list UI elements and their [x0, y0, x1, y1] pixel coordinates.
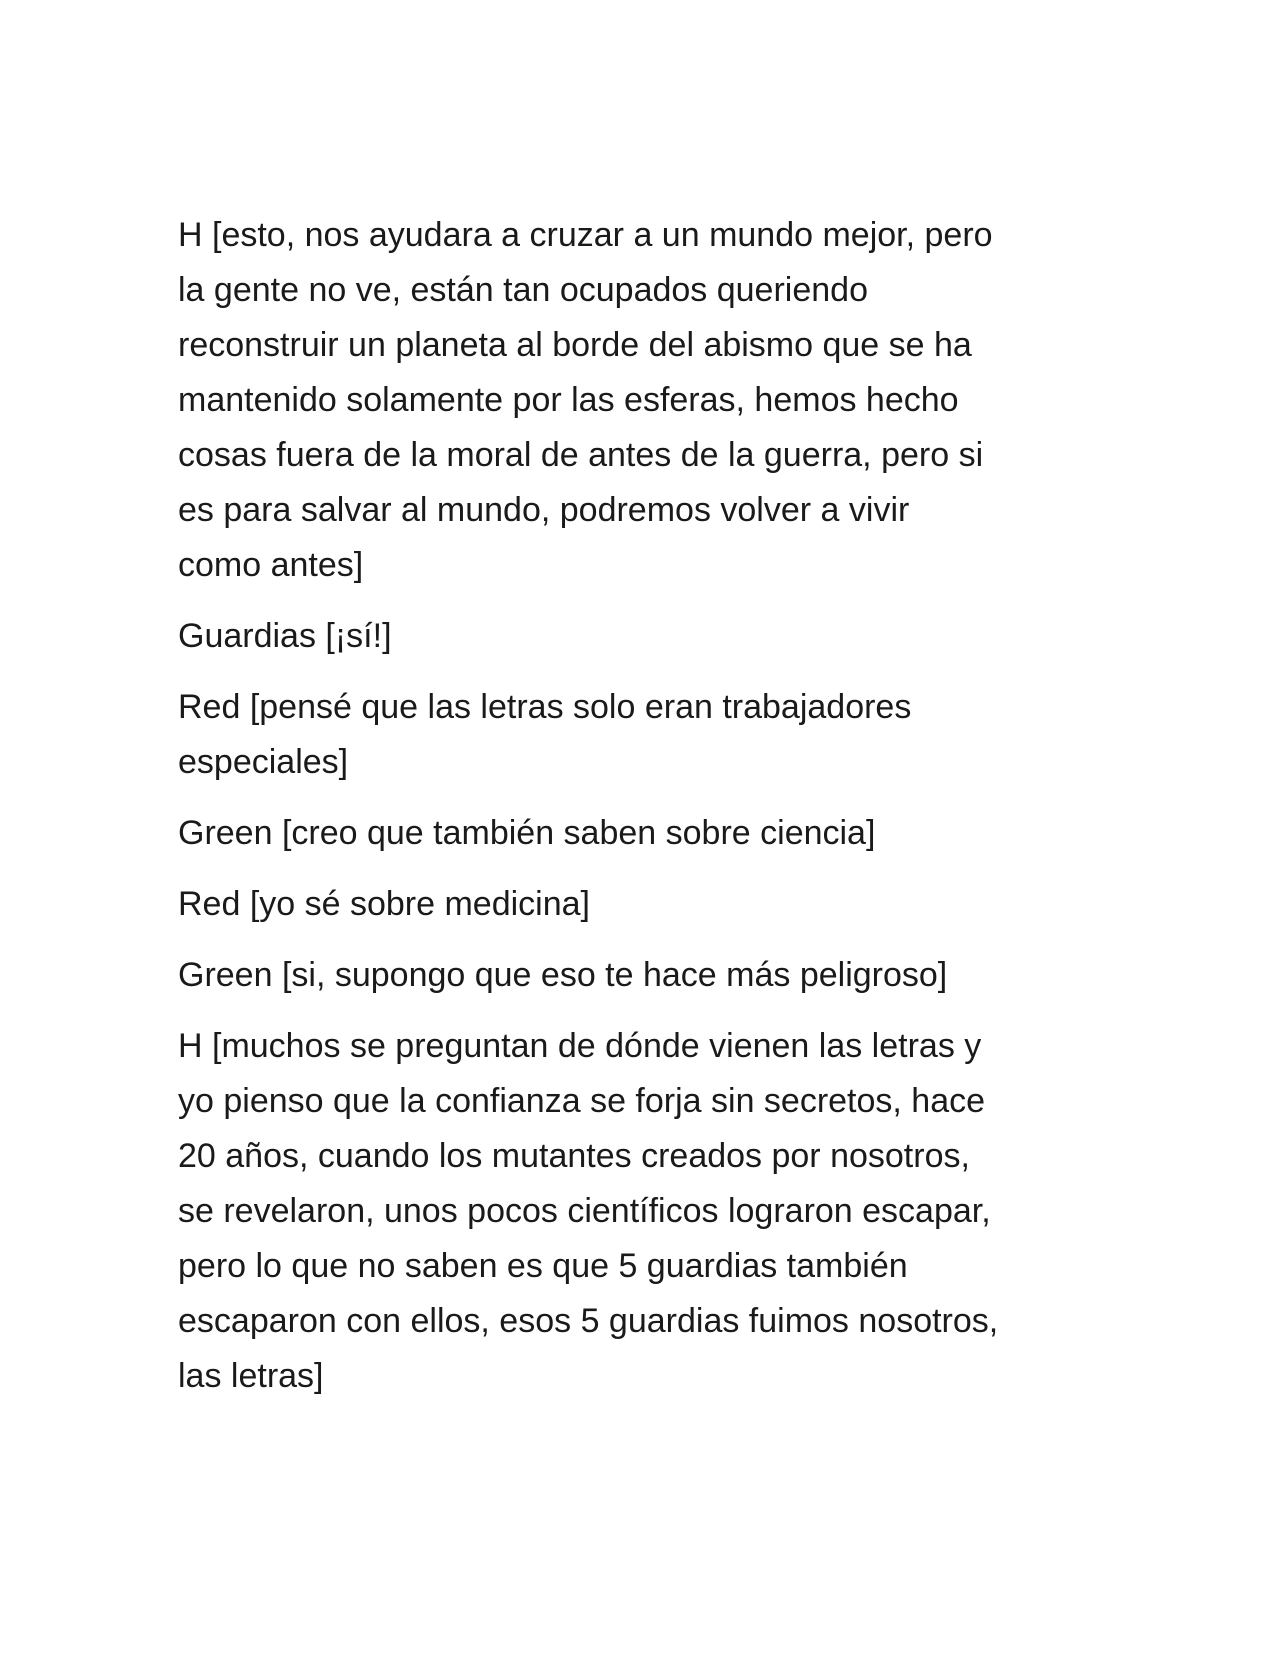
paragraph-red-medicina: [178, 877, 1098, 932]
text-line: se revelaron, unos pocos científicos lograron escapar,: [178, 1192, 991, 1230]
paragraph-green-peligroso: [178, 948, 1098, 1003]
paragraph-h-intro: [178, 208, 1098, 593]
text-line: Guardias [¡sí!]: [178, 617, 392, 655]
paragraph-h-origen: [178, 1019, 1098, 1404]
text-line: es para salvar al mundo, podremos volver a vivir: [178, 491, 910, 529]
paragraph-green-ciencia: [178, 806, 1098, 861]
text-line: especiales]: [178, 743, 349, 781]
text-line: Red [pensé que las letras solo eran trabajadores: [178, 688, 912, 726]
text-line: H [esto, nos ayudara a cruzar a un mundo mejor, pero: [178, 216, 993, 254]
text-line: cosas fuera de la moral de antes de la guerra, pero si: [178, 436, 984, 474]
text-line: la gente no ve, están tan ocupados queriendo: [178, 271, 868, 309]
text-line: 20 años, cuando los mutantes creados por nosotros,: [178, 1137, 970, 1175]
document-body: [178, 208, 1098, 1420]
text-line: las letras]: [178, 1357, 324, 1395]
paragraph-guardias: [178, 609, 1098, 664]
text-line: como antes]: [178, 546, 364, 584]
text-line: Red [yo sé sobre medicina]: [178, 885, 590, 923]
text-line: pero lo que no saben es que 5 guardias también: [178, 1247, 908, 1285]
paragraph-red-letras: [178, 680, 1098, 790]
text-line: reconstruir un planeta al borde del abismo que se ha: [178, 326, 972, 364]
text-line: escaparon con ellos, esos 5 guardias fuimos nosotros,: [178, 1302, 999, 1340]
text-line: mantenido solamente por las esferas, hemos hecho: [178, 381, 959, 419]
text-line: H [muchos se preguntan de dónde vienen las letras y: [178, 1027, 982, 1065]
text-line: Green [creo que también saben sobre ciencia]: [178, 814, 876, 852]
text-line: yo pienso que la confianza se forja sin secretos, hace: [178, 1082, 986, 1120]
text-line: Green [si, supongo que eso te hace más peligroso]: [178, 956, 948, 994]
